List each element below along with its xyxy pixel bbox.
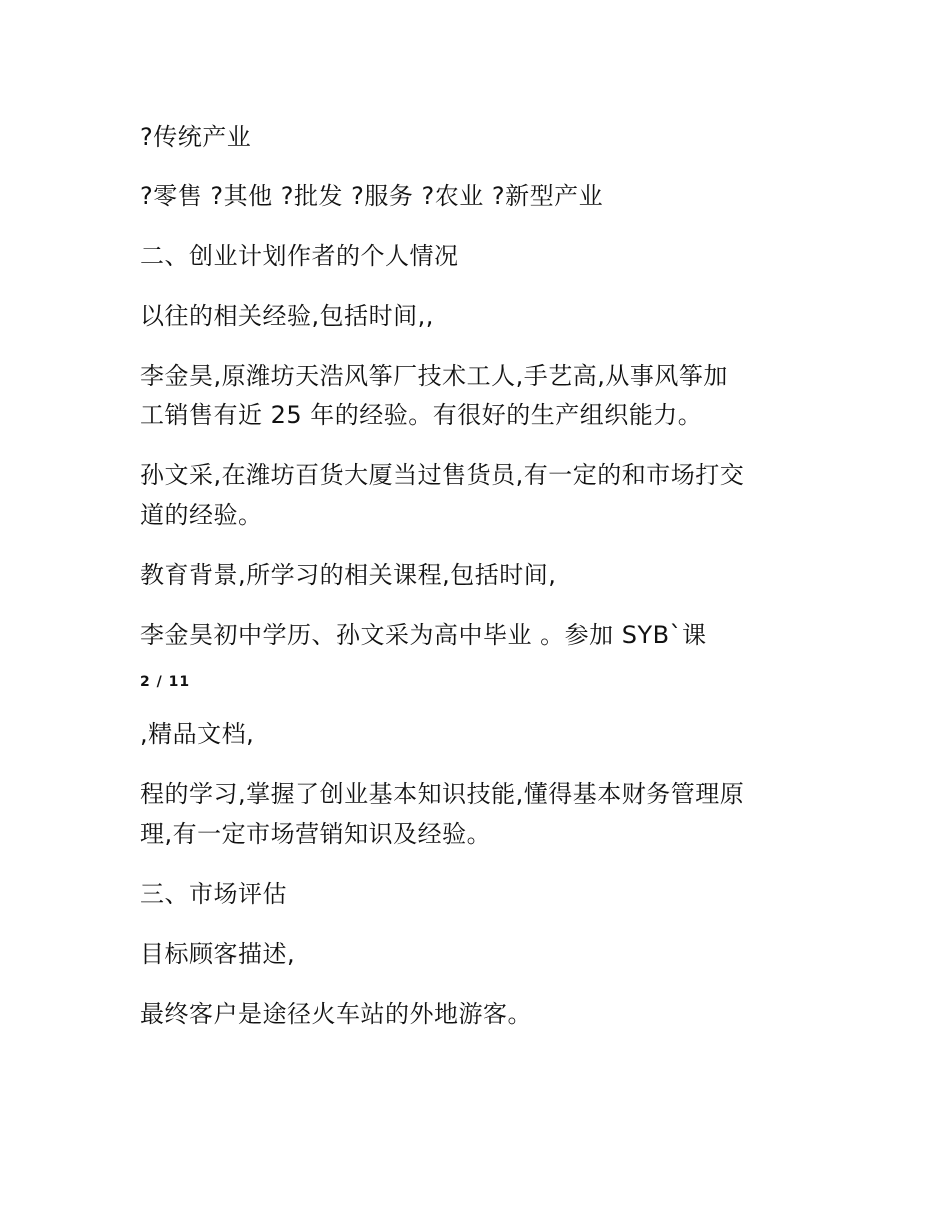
text-line-li-experience-2: 工销售有近 25 年的经验。有很好的生产组织能力。 <box>140 401 703 429</box>
section-heading-market-assessment: 三、市场评估 <box>140 880 287 908</box>
text-line-industry-traditional: ?传统产业 <box>140 123 252 151</box>
page-number: 2 / 11 <box>140 674 191 690</box>
text-line-education-label: 教育背景,所学习的相关课程,包括时间, <box>140 561 557 589</box>
section-heading-author-info: 二、创业计划作者的个人情况 <box>140 242 459 270</box>
text-line-li-experience-1: 李金昊,原潍坊天浩风筝厂技术工人,手艺高,从事风筝加 <box>140 362 728 390</box>
text-line-target-customer-label: 目标顾客描述, <box>140 940 296 968</box>
text-line-industry-options: ?零售 ?其他 ?批发 ?服务 ?农业 ?新型产业 <box>140 182 604 210</box>
text-line-course-1: 程的学习,掌握了创业基本知识技能,懂得基本财务管理原 <box>140 780 745 808</box>
text-line-course-2: 理,有一定市场营销知识及经验。 <box>140 820 492 848</box>
text-line-target-customer-detail: 最终客户是途径火车站的外地游客。 <box>140 1000 532 1028</box>
text-line-sun-experience-1: 孙文采,在潍坊百货大厦当过售货员,有一定的和市场打交 <box>140 461 745 489</box>
text-line-education-detail: 李金昊初中学历、孙文采为高中毕业 。参加 SYB`课 <box>140 621 707 649</box>
text-line-experience-label: 以往的相关经验,包括时间,, <box>140 302 434 330</box>
header-watermark-text: ,精品文档, <box>140 720 255 748</box>
text-line-sun-experience-2: 道的经验。 <box>140 501 263 529</box>
